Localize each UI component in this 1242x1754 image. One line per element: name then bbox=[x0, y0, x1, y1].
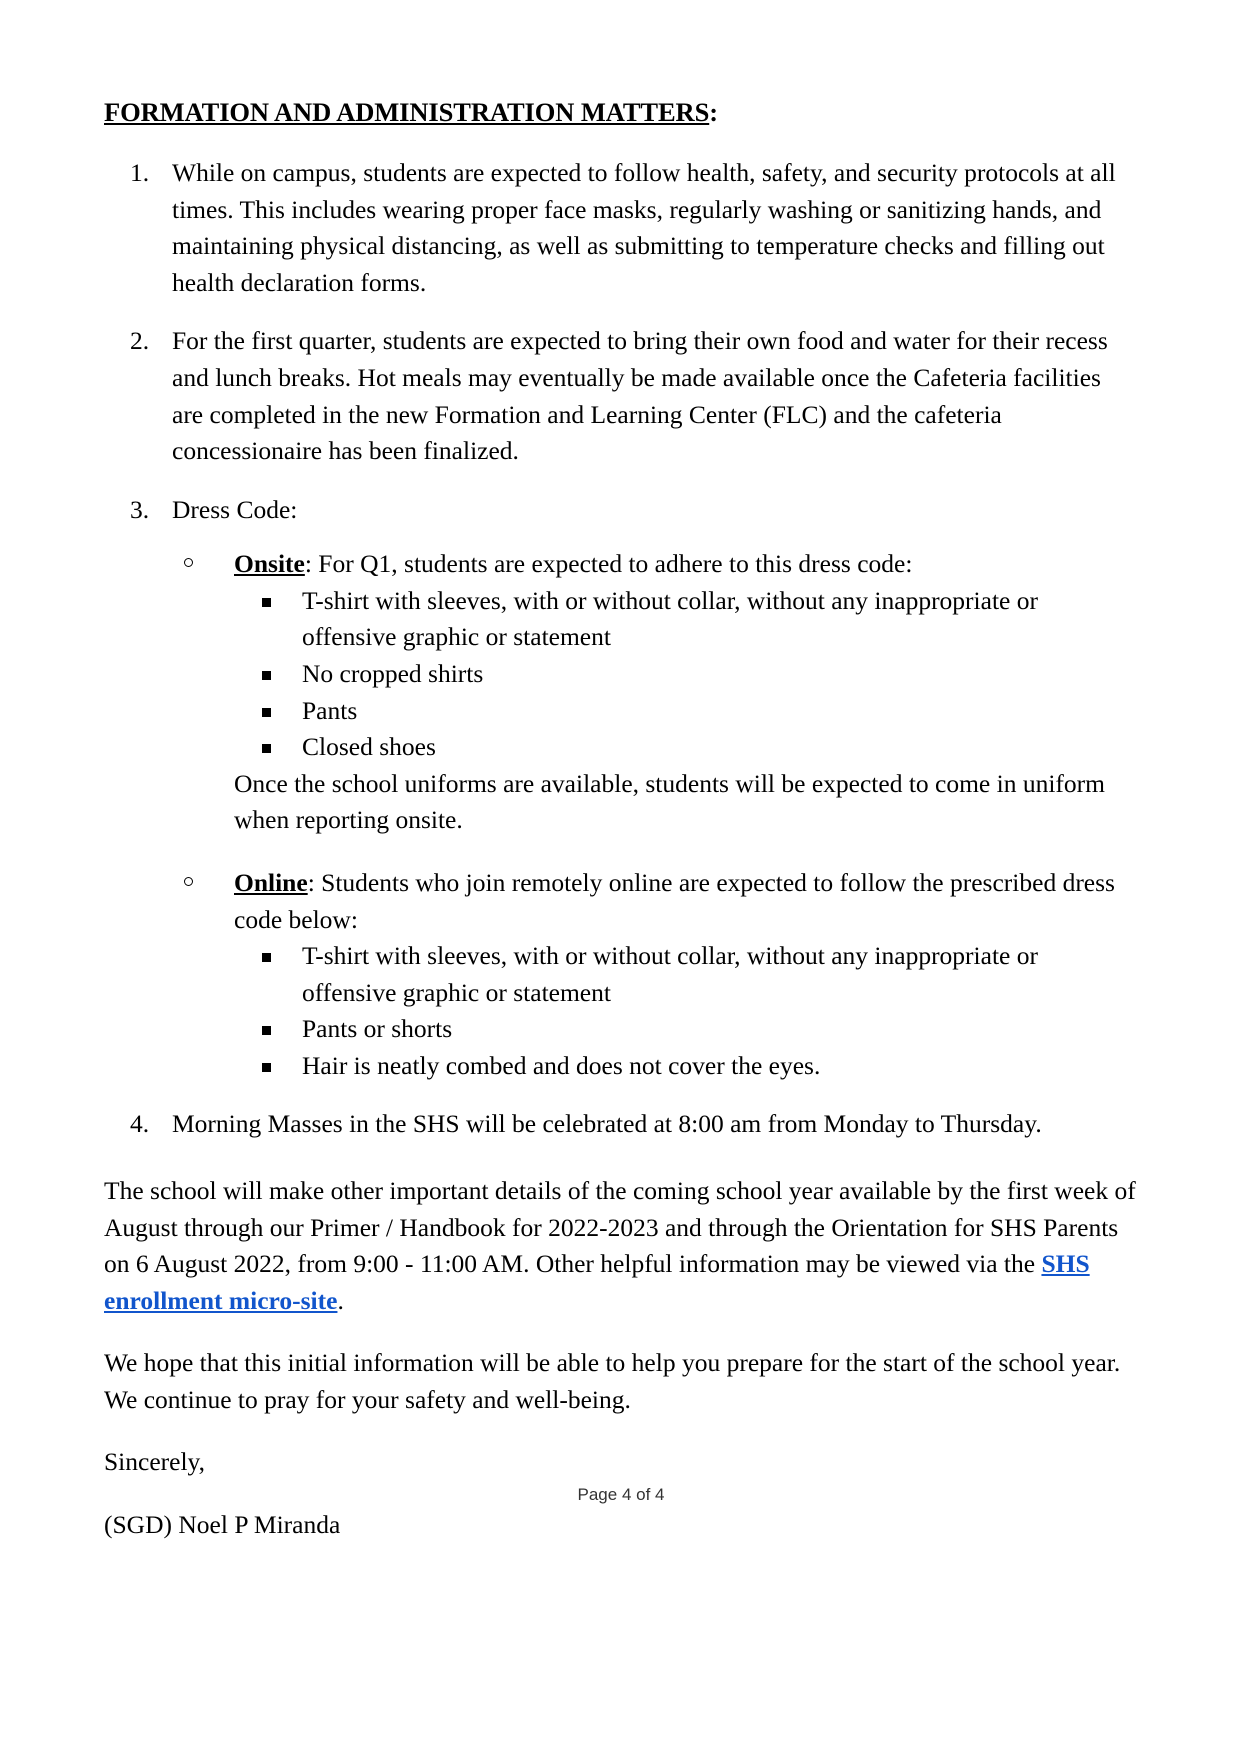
online-rules bbox=[234, 938, 1138, 1084]
dress-code-online bbox=[172, 865, 1138, 1084]
list-item bbox=[234, 1011, 1138, 1048]
list-item bbox=[234, 656, 1138, 693]
closing-paragraph-1-tail: . bbox=[337, 1285, 344, 1315]
list-item bbox=[234, 1048, 1138, 1085]
square-bullet-icon bbox=[262, 708, 271, 717]
section-heading-colon: : bbox=[709, 97, 718, 127]
list-item-4-number: 4. bbox=[130, 1109, 150, 1139]
shs-enrollment-micro-site-link[interactable]: SHS enrollment micro-site bbox=[104, 1249, 1090, 1315]
list-item-2-number: 2. bbox=[130, 326, 150, 356]
list-item-1 bbox=[104, 155, 1138, 301]
online-rule-text: Hair is neatly combed and does not cover the eyes. bbox=[302, 1050, 821, 1080]
closing-paragraph-1 bbox=[104, 1173, 1138, 1319]
onsite-rule-text: T-shirt with sleeves, with or without collar, without any inappropriate or offensive graphic or statement bbox=[302, 585, 1038, 652]
onsite-uniform-note: Once the school uniforms are available, students will be expected to come in uniform when reporting onsite. bbox=[234, 768, 1105, 835]
list-item bbox=[234, 729, 1138, 766]
list-item bbox=[234, 583, 1138, 656]
closing-paragraph-2: We hope that this initial information will be able to help you prepare for the start of the school year. We continue to pray for your safety and well-being. bbox=[104, 1348, 1121, 1414]
document-body bbox=[104, 96, 1138, 1570]
list-item bbox=[234, 938, 1138, 1011]
circle-bullet-icon bbox=[184, 558, 193, 567]
square-bullet-icon bbox=[262, 1026, 271, 1035]
onsite-term: Onsite bbox=[234, 549, 305, 579]
online-rule-text: Pants or shorts bbox=[302, 1014, 453, 1044]
online-rule-text: T-shirt with sleeves, with or without collar, without any inappropriate or offensive graphic or statement bbox=[302, 941, 1038, 1007]
onsite-rule-text: No cropped shirts bbox=[302, 659, 484, 689]
list-item-1-text: While on campus, students are expected to follow health, safety, and security protocols at all times. This includes wearing proper face masks, regularly washing or sanitizing hands, and maintaining physical distancing, as well as submitting to temperature checks and filling out health declaration forms. bbox=[172, 158, 1116, 297]
section-heading bbox=[104, 96, 1138, 129]
dress-code-list bbox=[172, 546, 1138, 1084]
closing-paragraph-1-lead: The school will make other important details of the coming school year available by the first week of August through our Primer / Handbook for 2022-2023 and through the Orientation for SHS Parents on 6 August 2022, from 9:00 - 11:00 AM. Other helpful information may be viewed via the bbox=[104, 1176, 1136, 1279]
list-item-4-text: Morning Masses in the SHS will be celebrated at 8:00 am from Monday to Thursday. bbox=[172, 1109, 1042, 1139]
online-intro: : Students who join remotely online are expected to follow the prescribed dress code below: bbox=[234, 867, 1115, 934]
onsite-intro: : For Q1, students are expected to adhere to this dress code: bbox=[304, 549, 913, 579]
onsite-rule-text: Pants bbox=[302, 695, 358, 725]
page-footer bbox=[0, 1485, 1242, 1505]
list-item-4 bbox=[104, 1106, 1138, 1143]
circle-bullet-icon bbox=[184, 877, 193, 886]
dress-code-onsite bbox=[172, 546, 1138, 839]
salutation: Sincerely, bbox=[104, 1447, 206, 1477]
square-bullet-icon bbox=[262, 744, 271, 753]
section-heading-text: FORMATION AND ADMINISTRATION MATTERS bbox=[104, 97, 710, 127]
list-item-2 bbox=[104, 323, 1138, 469]
square-bullet-icon bbox=[262, 953, 271, 962]
list-item-2-text: For the first quarter, students are expected to bring their own food and water for their recess and lunch breaks. Hot meals may eventually be made available once the Cafeteria facilities are completed in the new Formation and Learning Center (FLC) and the cafeteria concessionaire has been finalized. bbox=[172, 326, 1108, 466]
onsite-rule-text: Closed shoes bbox=[302, 732, 436, 762]
list-item bbox=[234, 693, 1138, 730]
square-bullet-icon bbox=[262, 598, 271, 607]
list-item-3-text: Dress Code: bbox=[172, 494, 298, 524]
list-item-1-number: 1. bbox=[130, 158, 150, 188]
signature-line: (SGD) Noel P Miranda bbox=[104, 1510, 341, 1540]
numbered-list bbox=[104, 155, 1138, 1143]
page-number-label: Page 4 of 4 bbox=[577, 1485, 665, 1504]
online-term: Online bbox=[234, 867, 308, 897]
list-item-3 bbox=[104, 492, 1138, 1085]
square-bullet-icon bbox=[262, 1063, 271, 1072]
list-item-3-number: 3. bbox=[130, 494, 150, 524]
square-bullet-icon bbox=[262, 671, 271, 680]
onsite-rules bbox=[234, 583, 1138, 766]
